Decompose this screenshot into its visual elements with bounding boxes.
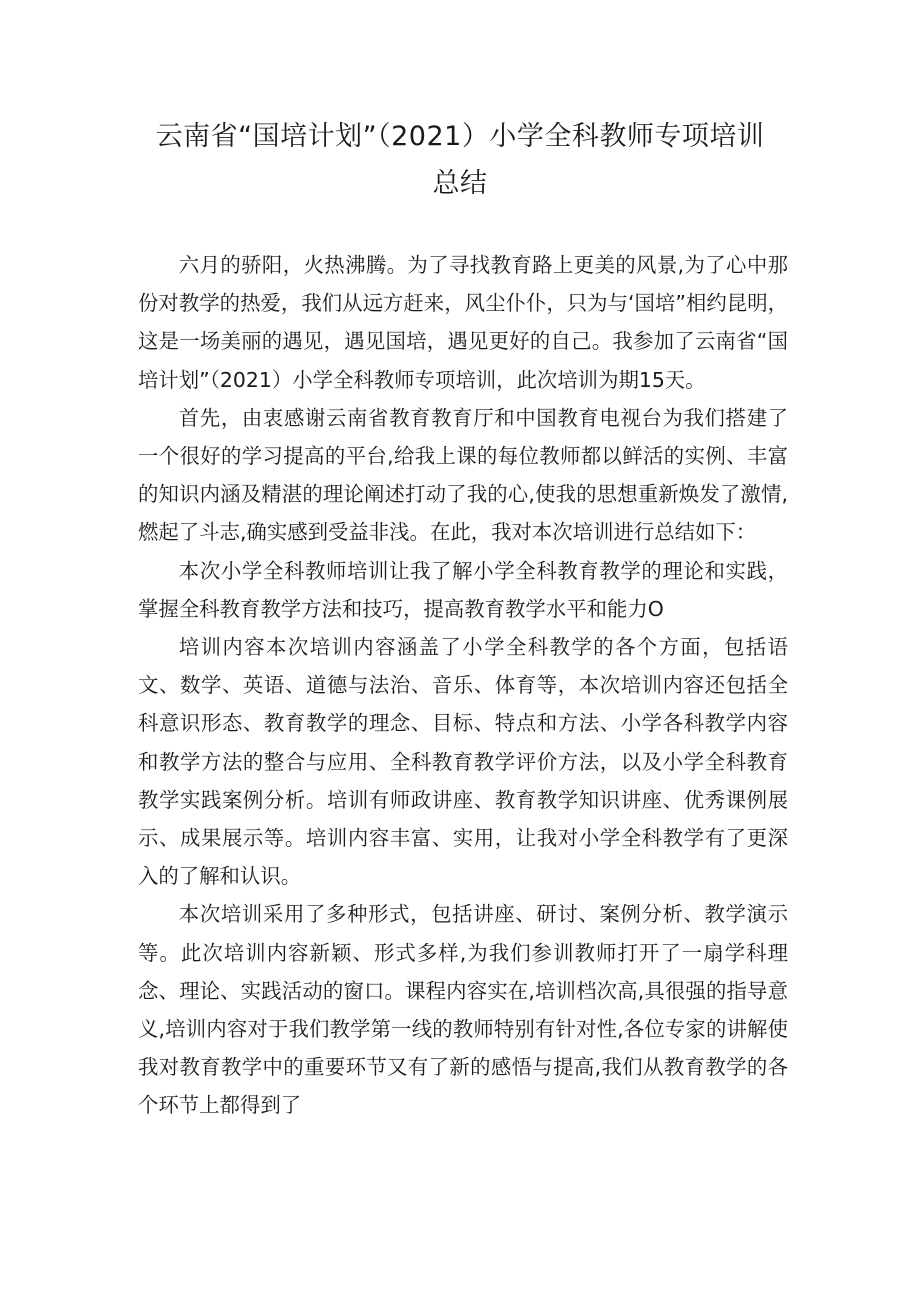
paragraph-goals: 本次小学全科教师培训让我了解小学全科教育教学的理论和实践，掌握全科教育教学方法和技巧，提高教育教学水平和能力O	[138, 558, 788, 621]
document-body	[138, 246, 788, 1125]
paragraph-intro: 六月的骄阳，火热沸腾。为了寻找教育路上更美的风景,为了心中那份对教学的热爱，我们从远方赶来，风尘仆仆，只为与‘国培”相约昆明，这是一场美丽的遇见，遇见国培，遇见更好的自己。我参加了云南省“国培计划”（2021）小学全科教师专项培训，此次培训为期15天。	[138, 253, 788, 392]
paragraph-forms: 本次培训采用了多种形式，包括讲座、研讨、案例分析、教学演示等。此次培训内容新颖、形式多样,为我们参训教师打开了一扇学科理念、理论、实践活动的窗口。课程内容实在,培训档次高,具很强的指导意义,培训内容对于我们教学第一线的教师特别有针对性,各位专家的讲解使我对教育教学中的重要环节又有了新的感悟与提高,我们从教育教学的各个环节上都得到了	[138, 902, 788, 1118]
document-title: 云南省“国培计划”（2021）小学全科教师专项培训	[155, 121, 765, 152]
document-title-continued: 总结	[432, 168, 488, 199]
paragraph-thanks: 首先，由衷感谢云南省教育教育厅和中国教育电视台为我们搭建了一个很好的学习提高的平台,给我上课的每位教师都以鲜活的实例、丰富的知识内涵及精湛的理论阐述打动了我的心,使我的思想重新焕发了激情,燃起了斗志,确实感到受益非浅。在此，我对本次培训进行总结如下：	[138, 405, 788, 545]
paragraph-content: 培训内容本次培训内容涵盖了小学全科教学的各个方面，包括语文、数学、英语、道德与法治、音乐、体育等，本次培训内容还包括全科意识形态、教育教学的理念、目标、特点和方法、小学各科教学内容和教学方法的整合与应用、全科教育教学评价方法，以及小学全科教育教学实践案例分析。培训有师政讲座、教育教学知识讲座、优秀课例展示、成果展示等。培训内容丰富、实用，让我对小学全科教学有了更深入的了解和认识。	[138, 635, 788, 889]
